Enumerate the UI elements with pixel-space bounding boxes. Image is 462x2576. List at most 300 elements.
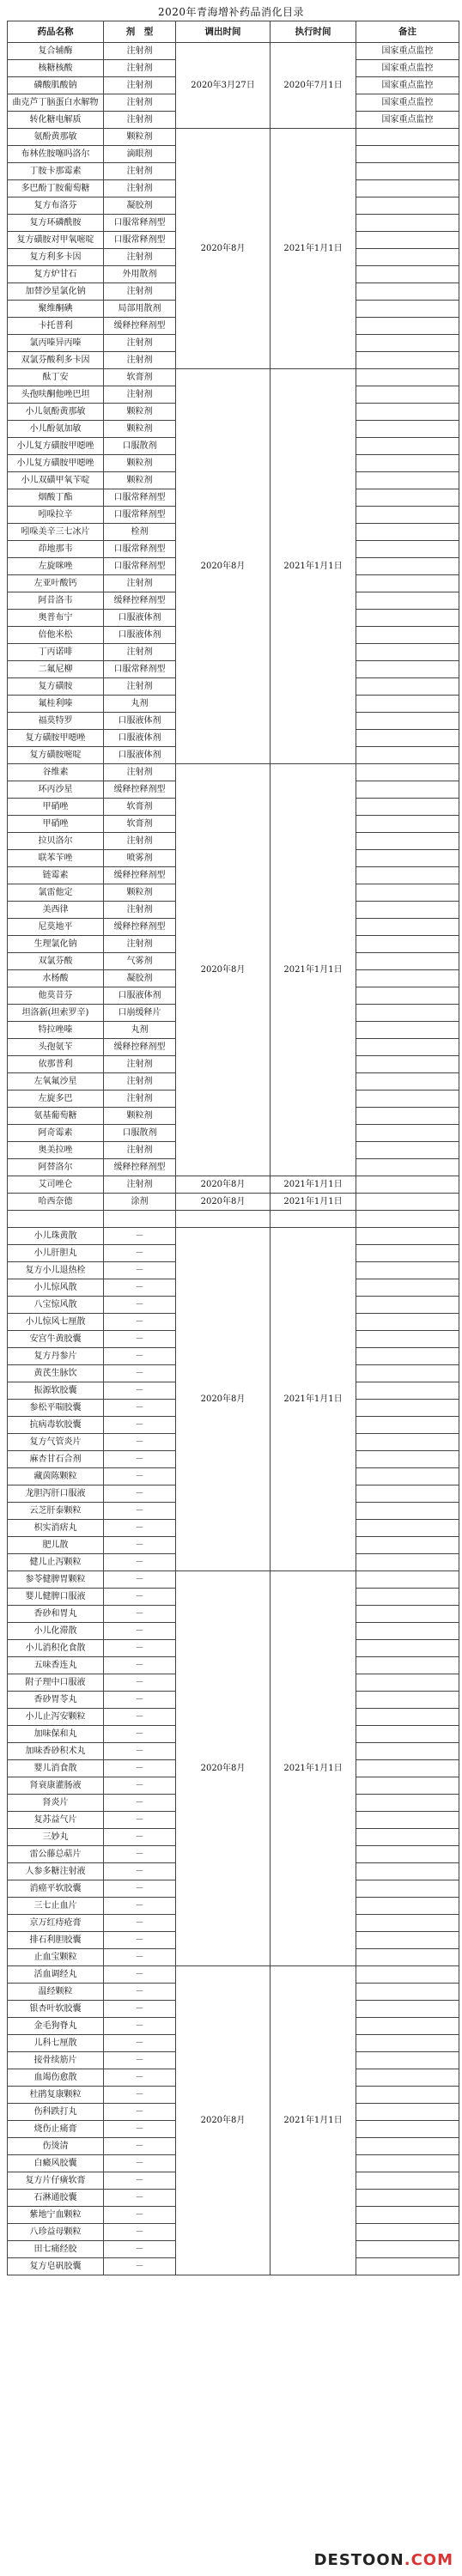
dosage-form-cell: －: [104, 2241, 176, 2258]
drug-name-cell: 石淋通胶囊: [8, 2190, 104, 2207]
drug-name-cell: 伤科跌打丸: [8, 2104, 104, 2121]
dosage-form-cell: 软膏剂: [104, 816, 176, 833]
drug-name-cell: 三妙丸: [8, 1829, 104, 1846]
drug-name-cell: 加替沙星氯化钠: [8, 283, 104, 301]
table-row: [8, 1966, 459, 1984]
drug-name-cell: 肾衰康灌肠液: [8, 1777, 104, 1795]
dosage-form-cell: －: [104, 1589, 176, 1606]
dosage-form-cell: －: [104, 1400, 176, 1417]
dosage-form-cell: 颗粒剂: [104, 421, 176, 438]
note-cell: [356, 627, 459, 644]
drug-name-cell: 阿替洛尔: [8, 1159, 104, 1176]
exec-time-cell: 2021年1月1日: [271, 1176, 356, 1194]
empty-cell: [8, 1211, 104, 1228]
adjust-time-cell: 2020年8月: [176, 1176, 271, 1194]
dosage-form-cell: 缓释控释剂型: [104, 318, 176, 335]
note-cell: [356, 2258, 459, 2275]
drug-name-cell: 香砂胃苓丸: [8, 1692, 104, 1709]
dosage-form-cell: 口服常释剂型: [104, 232, 176, 249]
note-cell: [356, 266, 459, 283]
note-cell: [356, 2190, 459, 2207]
note-cell: [356, 2104, 459, 2121]
header-adjust-time: 调出时间: [176, 21, 271, 43]
dosage-form-cell: －: [104, 2138, 176, 2155]
drug-name-cell: 曲克芦丁脑蛋白水解物: [8, 94, 104, 112]
dosage-form-cell: 口服液体剂: [104, 730, 176, 747]
dosage-form-cell: 颗粒剂: [104, 404, 176, 421]
drug-name-cell: 阿昔洛韦: [8, 592, 104, 610]
note-cell: 国家重点监控: [356, 60, 459, 77]
dosage-form-cell: 注射剂: [104, 283, 176, 301]
dosage-form-cell: 栓剂: [104, 524, 176, 541]
note-cell: [356, 850, 459, 867]
note-cell: [356, 1863, 459, 1880]
note-cell: [356, 1606, 459, 1623]
drug-name-cell: 复方皂矾胶囊: [8, 2258, 104, 2275]
drug-name-cell: 拉贝洛尔: [8, 833, 104, 850]
drug-name-cell: 雷公藤总萜片: [8, 1846, 104, 1863]
drug-name-cell: 奥美拉唑: [8, 1142, 104, 1159]
note-cell: [356, 472, 459, 489]
note-cell: [356, 1777, 459, 1795]
drug-name-cell: 氨酚黄那敏: [8, 129, 104, 146]
dosage-form-cell: 注射剂: [104, 249, 176, 266]
drug-name-cell: 美西律: [8, 902, 104, 919]
note-cell: [356, 1537, 459, 1554]
dosage-form-cell: 注射剂: [104, 180, 176, 197]
note-cell: [356, 1829, 459, 1846]
dosage-form-cell: －: [104, 1812, 176, 1829]
note-cell: [356, 678, 459, 696]
dosage-form-cell: －: [104, 1898, 176, 1915]
note-cell: [356, 1880, 459, 1898]
exec-time-cell: 2021年1月1日: [271, 129, 356, 369]
drug-name-cell: 安宫牛黄胶囊: [8, 1331, 104, 1348]
drug-name-cell: 哈西奈德: [8, 1194, 104, 1211]
note-cell: [356, 1846, 459, 1863]
dosage-form-cell: 口服液体剂: [104, 747, 176, 764]
dosage-form-cell: －: [104, 1262, 176, 1279]
drug-name-cell: 左氧氟沙星: [8, 1073, 104, 1091]
dosage-form-cell: －: [104, 1966, 176, 1984]
drug-name-cell: 头孢呋酮他唑巴坦: [8, 386, 104, 404]
dosage-form-cell: 口服常释剂型: [104, 489, 176, 507]
dosage-form-cell: －: [104, 1640, 176, 1657]
note-cell: [356, 455, 459, 472]
drug-name-cell: 双氯芬酸: [8, 953, 104, 970]
dosage-form-cell: 凝胶剂: [104, 197, 176, 215]
note-cell: [356, 1400, 459, 1417]
note-cell: [356, 421, 459, 438]
dosage-form-cell: －: [104, 1623, 176, 1640]
dosage-form-cell: 注射剂: [104, 352, 176, 369]
dosage-form-cell: 口服常释剂型: [104, 541, 176, 558]
drug-name-cell: 八珍益母颗粒: [8, 2224, 104, 2241]
dosage-form-cell: －: [104, 1382, 176, 1400]
drug-name-cell: 加味香砂积术丸: [8, 1743, 104, 1760]
dosage-form-cell: 软膏剂: [104, 799, 176, 816]
note-cell: [356, 1898, 459, 1915]
note-cell: [356, 1194, 459, 1211]
dosage-form-cell: －: [104, 1777, 176, 1795]
note-cell: [356, 1520, 459, 1537]
note-cell: [356, 781, 459, 799]
note-cell: [356, 610, 459, 627]
drug-name-cell: 吲哚美辛三七冰片: [8, 524, 104, 541]
dosage-form-cell: 注射剂: [104, 936, 176, 953]
drug-name-cell: 布林佐胺噻吗洛尔: [8, 146, 104, 163]
table-row: [8, 764, 459, 781]
dosage-form-cell: 口服常释剂型: [104, 507, 176, 524]
drug-name-cell: 枳实消痞丸: [8, 1520, 104, 1537]
dosage-form-cell: 注射剂: [104, 1056, 176, 1073]
drug-name-cell: 核糖核酸: [8, 60, 104, 77]
note-cell: [356, 2155, 459, 2172]
drug-name-cell: 健儿止泻颗粒: [8, 1554, 104, 1571]
note-cell: [356, 2069, 459, 2087]
drug-name-cell: 复苏益气片: [8, 1812, 104, 1829]
drug-name-cell: 小儿消积化食散: [8, 1640, 104, 1657]
note-cell: [356, 953, 459, 970]
drug-name-cell: 复方小儿退热栓: [8, 1262, 104, 1279]
drug-name-cell: 参松平喘胶囊: [8, 1400, 104, 1417]
empty-cell: [104, 1211, 176, 1228]
dosage-form-cell: 注射剂: [104, 678, 176, 696]
dosage-form-cell: 注射剂: [104, 764, 176, 781]
drug-name-cell: 小儿复方磺胺甲噁唑: [8, 455, 104, 472]
drug-name-cell: 婴儿健脾口服液: [8, 1589, 104, 1606]
exec-time-cell: 2021年1月1日: [271, 1966, 356, 2275]
drug-name-cell: 水杨酸: [8, 970, 104, 987]
note-cell: [356, 1623, 459, 1640]
drug-name-cell: 京万红痔疮膏: [8, 1915, 104, 1932]
drug-name-cell: 温经颗粒: [8, 1984, 104, 2001]
note-cell: [356, 283, 459, 301]
watermark-text: DESTOON: [313, 2551, 404, 2569]
exec-time-cell: 2021年1月1日: [271, 369, 356, 764]
drug-name-cell: 抗病毒软胶囊: [8, 1417, 104, 1434]
note-cell: [356, 232, 459, 249]
drug-name-cell: 氯丙嗪异丙嗪: [8, 335, 104, 352]
note-cell: [356, 730, 459, 747]
dosage-form-cell: 滴眼剂: [104, 146, 176, 163]
note-cell: [356, 404, 459, 421]
note-cell: [356, 2138, 459, 2155]
dosage-form-cell: －: [104, 1829, 176, 1846]
drug-name-cell: 依那普利: [8, 1056, 104, 1073]
note-cell: [356, 2001, 459, 2018]
table-row: [8, 1194, 459, 1211]
drug-name-cell: 银杏叶软胶囊: [8, 2001, 104, 2018]
dosage-form-cell: －: [104, 1692, 176, 1709]
drug-name-cell: 谷维素: [8, 764, 104, 781]
drug-name-cell: 五味香连丸: [8, 1657, 104, 1674]
dosage-form-cell: 注射剂: [104, 902, 176, 919]
drug-name-cell: 生理氯化钠: [8, 936, 104, 953]
drug-name-cell: 复合辅酶: [8, 43, 104, 60]
drug-name-cell: 金毛狗脊丸: [8, 2018, 104, 2035]
note-cell: [356, 1503, 459, 1520]
drug-name-cell: 人参多糖注射液: [8, 1863, 104, 1880]
note-cell: [356, 1262, 459, 1279]
drug-name-cell: 吲哚拉辛: [8, 507, 104, 524]
note-cell: [356, 1314, 459, 1331]
watermark-suffix: .COM: [404, 2551, 453, 2569]
note-cell: [356, 1039, 459, 1056]
dosage-form-cell: －: [104, 1674, 176, 1692]
note-cell: [356, 902, 459, 919]
note-cell: [356, 558, 459, 575]
dosage-form-cell: －: [104, 1880, 176, 1898]
drug-name-cell: 左旋咪唑: [8, 558, 104, 575]
dosage-form-cell: 口服液体剂: [104, 987, 176, 1005]
note-cell: [356, 696, 459, 713]
dosage-form-cell: 注射剂: [104, 112, 176, 129]
dosage-form-cell: 缓释控释剂型: [104, 867, 176, 884]
drug-name-cell: 止血宝颗粒: [8, 1949, 104, 1966]
dosage-form-cell: 注射剂: [104, 43, 176, 60]
drug-name-cell: 复方片仔癀软膏: [8, 2172, 104, 2190]
drug-name-cell: 麻杏甘石合剂: [8, 1451, 104, 1468]
note-cell: [356, 1468, 459, 1485]
dosage-form-cell: －: [104, 1279, 176, 1297]
note-cell: [356, 2121, 459, 2138]
dosage-form-cell: －: [104, 1537, 176, 1554]
note-cell: [356, 1348, 459, 1365]
dosage-form-cell: 丸剂: [104, 696, 176, 713]
note-cell: [356, 489, 459, 507]
dosage-form-cell: －: [104, 1417, 176, 1434]
drug-name-cell: 多巴酚丁胺葡萄糖: [8, 180, 104, 197]
note-cell: [356, 1966, 459, 1984]
exec-time-cell: 2021年1月1日: [271, 1571, 356, 1966]
drug-name-cell: 复方磺胺嘧啶: [8, 747, 104, 764]
drug-name-cell: 复方炉甘石: [8, 266, 104, 283]
drug-name-cell: 特拉唑嗪: [8, 1022, 104, 1039]
drug-name-cell: 阿奇霉素: [8, 1125, 104, 1142]
drug-name-cell: 参苓健脾胃颗粒: [8, 1571, 104, 1589]
dosage-form-cell: 注射剂: [104, 575, 176, 592]
separator-row: [8, 1211, 459, 1228]
note-cell: [356, 1692, 459, 1709]
note-cell: [356, 197, 459, 215]
empty-cell: [356, 1211, 459, 1228]
drug-name-cell: 左亚叶酸钙: [8, 575, 104, 592]
dosage-form-cell: 喷雾剂: [104, 850, 176, 867]
note-cell: [356, 867, 459, 884]
dosage-form-cell: －: [104, 2035, 176, 2052]
drug-name-cell: 艾司唑仑: [8, 1176, 104, 1194]
note-cell: [356, 1657, 459, 1674]
dosage-form-cell: 颗粒剂: [104, 884, 176, 902]
dosage-form-cell: －: [104, 2121, 176, 2138]
note-cell: 国家重点监控: [356, 77, 459, 94]
dosage-form-cell: －: [104, 1932, 176, 1949]
drug-name-cell: 酞丁安: [8, 369, 104, 386]
drug-name-cell: 氟桂利嗪: [8, 696, 104, 713]
exec-time-cell: 2021年1月1日: [271, 1194, 356, 1211]
dosage-form-cell: －: [104, 2104, 176, 2121]
note-cell: 国家重点监控: [356, 112, 459, 129]
dosage-form-cell: －: [104, 1709, 176, 1726]
note-cell: [356, 1073, 459, 1091]
note-cell: [356, 764, 459, 781]
drug-name-cell: 头孢氨苄: [8, 1039, 104, 1056]
note-cell: [356, 1485, 459, 1503]
dosage-form-cell: 口服常释剂型: [104, 215, 176, 232]
note-cell: [356, 1984, 459, 2001]
drug-name-cell: 双氯芬酸利多卡因: [8, 352, 104, 369]
dosage-form-cell: －: [104, 2069, 176, 2087]
dosage-form-cell: 外用散剂: [104, 266, 176, 283]
drug-name-cell: 活血调经丸: [8, 1966, 104, 1984]
dosage-form-cell: 口服散剂: [104, 438, 176, 455]
note-cell: [356, 1434, 459, 1451]
adjust-time-cell: 2020年8月: [176, 764, 271, 1176]
note-cell: [356, 1022, 459, 1039]
dosage-form-cell: －: [104, 2001, 176, 2018]
note-cell: [356, 970, 459, 987]
note-cell: [356, 1108, 459, 1125]
dosage-form-cell: －: [104, 1365, 176, 1382]
note-cell: [356, 592, 459, 610]
drug-name-cell: 坦洛新(坦索罗辛): [8, 1005, 104, 1022]
dosage-form-cell: 缓释控释剂型: [104, 781, 176, 799]
drug-name-cell: 转化糖电解质: [8, 112, 104, 129]
drug-name-cell: 复方丹参片: [8, 1348, 104, 1365]
note-cell: [356, 1589, 459, 1606]
drug-name-cell: 奥普布宁: [8, 610, 104, 627]
dosage-form-cell: 颗粒剂: [104, 455, 176, 472]
note-cell: [356, 215, 459, 232]
dosage-form-cell: 缓释控释剂型: [104, 1039, 176, 1056]
dosage-form-cell: －: [104, 1314, 176, 1331]
note-cell: [356, 833, 459, 850]
note-cell: [356, 1726, 459, 1743]
note-cell: 国家重点监控: [356, 43, 459, 60]
table-row: [8, 369, 459, 386]
dosage-form-cell: －: [104, 1520, 176, 1537]
note-cell: [356, 386, 459, 404]
note-cell: [356, 2018, 459, 2035]
drug-name-cell: 烟酸丁酯: [8, 489, 104, 507]
drug-name-cell: 白癜风胶囊: [8, 2155, 104, 2172]
dosage-form-cell: 口服常释剂型: [104, 558, 176, 575]
note-cell: [356, 1760, 459, 1777]
drug-name-cell: 小儿止泻安颗粒: [8, 1709, 104, 1726]
note-cell: [356, 1417, 459, 1434]
dosage-form-cell: －: [104, 1503, 176, 1520]
note-cell: [356, 2172, 459, 2190]
dosage-form-cell: －: [104, 1915, 176, 1932]
note-cell: [356, 2207, 459, 2224]
dosage-form-cell: －: [104, 1348, 176, 1365]
drug-name-cell: 血竭伤愈散: [8, 2069, 104, 2087]
dosage-form-cell: －: [104, 1949, 176, 1966]
drug-name-cell: 肥儿散: [8, 1537, 104, 1554]
drug-name-cell: 福莫特罗: [8, 713, 104, 730]
dosage-form-cell: 口服液体剂: [104, 610, 176, 627]
drug-name-cell: 杜鹃复康颗粒: [8, 2087, 104, 2104]
drug-name-cell: 藏茵陈颗粒: [8, 1468, 104, 1485]
note-cell: [356, 1915, 459, 1932]
note-cell: [356, 438, 459, 455]
dosage-form-cell: －: [104, 2052, 176, 2069]
empty-cell: [176, 1211, 271, 1228]
dosage-form-cell: －: [104, 2155, 176, 2172]
note-cell: [356, 129, 459, 146]
dosage-form-cell: 颗粒剂: [104, 472, 176, 489]
drug-name-cell: 三七止血片: [8, 1898, 104, 1915]
drug-name-cell: 复方利多卡因: [8, 249, 104, 266]
dosage-form-cell: －: [104, 1468, 176, 1485]
drug-name-cell: 茚地那韦: [8, 541, 104, 558]
note-cell: [356, 1795, 459, 1812]
adjust-time-cell: 2020年3月27日: [176, 43, 271, 129]
adjust-time-cell: 2020年8月: [176, 1571, 271, 1966]
note-cell: [356, 1451, 459, 1468]
note-cell: [356, 2035, 459, 2052]
note-cell: [356, 1297, 459, 1314]
note-cell: [356, 575, 459, 592]
note-cell: [356, 1176, 459, 1194]
adjust-time-cell: 2020年8月: [176, 1228, 271, 1571]
drug-name-cell: 聚维酮碘: [8, 301, 104, 318]
dosage-form-cell: －: [104, 1228, 176, 1245]
dosage-form-cell: －: [104, 1571, 176, 1589]
dosage-form-cell: 缓释控释剂型: [104, 592, 176, 610]
drug-name-cell: 倍他米松: [8, 627, 104, 644]
page-title: 2020年青海增补药品消化目录: [157, 6, 305, 18]
dosage-form-cell: 注射剂: [104, 1091, 176, 1108]
drug-name-cell: 复方磺胺: [8, 678, 104, 696]
note-cell: [356, 1743, 459, 1760]
drug-name-cell: 小儿珠黄散: [8, 1228, 104, 1245]
note-cell: [356, 369, 459, 386]
drug-name-cell: 小儿复方磺胺甲噁唑: [8, 438, 104, 455]
drug-name-cell: 加味保和丸: [8, 1726, 104, 1743]
drug-name-cell: 紫地宁血颗粒: [8, 2207, 104, 2224]
drug-name-cell: 丁胺卡那霉素: [8, 163, 104, 180]
drug-name-cell: 二氟尼柳: [8, 661, 104, 678]
note-cell: [356, 1331, 459, 1348]
dosage-form-cell: －: [104, 1331, 176, 1348]
note-cell: [356, 1228, 459, 1245]
drug-name-cell: 田七痛经胶: [8, 2241, 104, 2258]
dosage-form-cell: 口服液体剂: [104, 627, 176, 644]
table-row: [8, 43, 459, 60]
dosage-form-cell: 口服液体剂: [104, 713, 176, 730]
note-cell: [356, 146, 459, 163]
note-cell: [356, 1949, 459, 1966]
drug-name-cell: 丁丙诺啡: [8, 644, 104, 661]
dosage-form-cell: －: [104, 2190, 176, 2207]
drug-name-cell: 云芝肝泰颗粒: [8, 1503, 104, 1520]
note-cell: [356, 1125, 459, 1142]
drug-catalog-table: [7, 21, 459, 2275]
note-cell: [356, 1382, 459, 1400]
drug-name-cell: 复方布洛芬: [8, 197, 104, 215]
note-cell: [356, 936, 459, 953]
table-body: [8, 43, 459, 2275]
dosage-form-cell: －: [104, 1657, 176, 1674]
drug-name-cell: 小儿氨酚黄那敏: [8, 404, 104, 421]
note-cell: [356, 1365, 459, 1382]
note-cell: [356, 2224, 459, 2241]
drug-name-cell: 小儿惊风散: [8, 1279, 104, 1297]
dosage-form-cell: 注射剂: [104, 833, 176, 850]
note-cell: [356, 747, 459, 764]
